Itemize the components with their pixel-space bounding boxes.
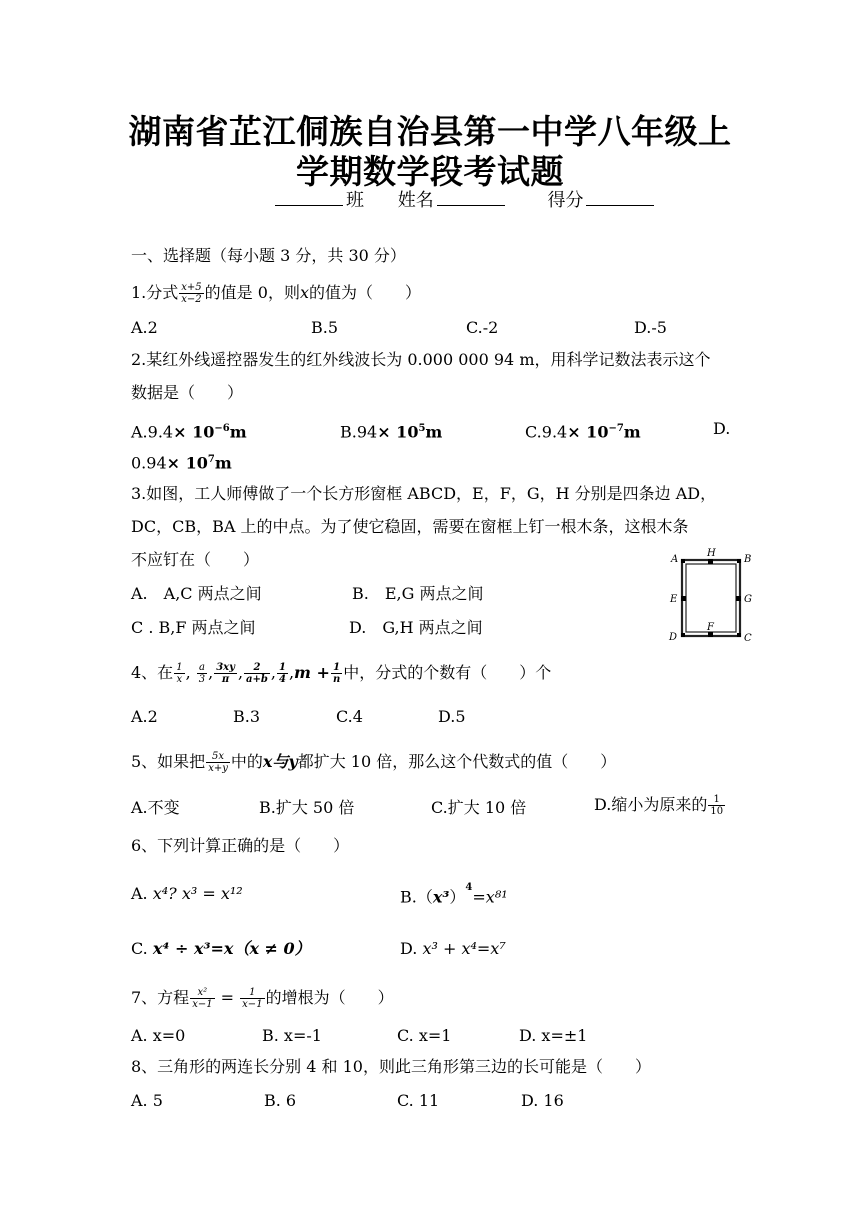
class-label: 班 [346, 190, 364, 211]
q4-option-c[interactable]: C.4 [336, 707, 363, 726]
q1-fraction: $\frac{x+5}{x-2}$ [181, 282, 202, 305]
q2-option-c[interactable]: $C.9.4\times 10^{-7}m$ [525, 422, 641, 442]
label-e: E [670, 594, 678, 605]
score-label: 得分 [547, 190, 584, 211]
question-7: 7、方程 $\frac{\text{x²}}{x-1}$ = $\frac{1}{x-1}$ 的增根为（ ） [131, 987, 394, 1010]
q4-prefix: 4、在 [131, 663, 174, 682]
q4-frac-2: $\frac{a}{3}$ [198, 662, 206, 685]
question-3-line-3: 不应钉在（ ） [131, 550, 260, 569]
q4-frac-6: $\frac{1}{n}$ [332, 662, 341, 685]
q2-option-d-value[interactable]: $0.94\times 10^7m$ [131, 453, 232, 473]
q6-option-a[interactable]: A. x⁴? x³ = x¹² [131, 884, 243, 903]
score-blank[interactable] [586, 190, 654, 206]
question-2-line-1: 2.某红外线遥控器发生的红外线波长为 0.000 000 94 m，用科学记数法表示这个 [131, 350, 711, 369]
q8-option-d[interactable]: D. 16 [521, 1091, 564, 1110]
q5-prefix: 5、如果把 [131, 752, 206, 771]
q8-option-c[interactable]: C. 11 [397, 1091, 440, 1110]
label-c: C [744, 633, 752, 644]
q8-option-a[interactable]: A. 5 [131, 1091, 163, 1110]
label-f: F [707, 622, 714, 633]
q2-option-d[interactable]: D. [713, 419, 731, 438]
q6-option-b[interactable]: $B.(x^3)^4=x^{81}$ [400, 882, 508, 907]
question-5 [131, 751, 616, 774]
q4-m-term: m + [294, 663, 330, 682]
q2-option-b[interactable]: $B.94\times 10^5m$ [340, 422, 443, 442]
q4-option-d[interactable]: D.5 [438, 707, 466, 726]
q7-option-c[interactable]: C. x=1 [397, 1026, 452, 1045]
q1-option-c[interactable]: C.-2 [466, 318, 499, 337]
point-e-marker [681, 596, 686, 601]
q3-option-d[interactable]: D. G,H 两点之间 [349, 618, 483, 637]
q4-frac-1: $\frac{1}{x}$ [176, 662, 183, 685]
question-1 [131, 282, 421, 305]
q3-option-a[interactable]: A. A,C 两点之间 [131, 584, 262, 603]
corner-a-marker [681, 559, 685, 563]
page-title-line-2: 学期数学段考试题 [296, 152, 564, 191]
q5-option-a[interactable]: A.不变 [131, 798, 180, 817]
question-6: 6、下列计算正确的是（ ） [131, 836, 350, 855]
page-title-line-1: 湖南省芷江侗族自治县第一中学八年级上 [128, 112, 732, 151]
question-2-line-2: 数据是（ ） [131, 383, 244, 402]
point-h-marker [708, 559, 713, 564]
q1-option-a[interactable]: A.2 [131, 318, 158, 337]
q5-option-c[interactable]: C.扩大 10 倍 [431, 798, 527, 817]
q3-option-b[interactable]: B. E,G 两点之间 [352, 584, 484, 603]
q7-option-b[interactable]: B. x=-1 [262, 1026, 322, 1045]
q1-var: x [299, 283, 309, 302]
question-3-line-2: DC，CB，BA 上的中点。为了使它稳固，需要在窗框上钉一根木条，这根木条 [131, 517, 689, 536]
q7-right-fraction: $\frac{1}{x-1}$ [242, 987, 263, 1010]
corner-b-marker [737, 559, 741, 563]
q4-frac-5: $\frac{1}{4}$ [278, 662, 286, 685]
q3-option-c[interactable]: C . B,F 两点之间 [131, 618, 256, 637]
corner-d-marker [681, 633, 685, 637]
q4-option-a[interactable]: A.2 [131, 707, 158, 726]
q1-suffix-a: 的值是 0，则 [204, 283, 300, 302]
q5-fraction: $\frac{5x}{x+y}$ [208, 751, 228, 774]
window-frame-figure [664, 546, 756, 646]
q4-frac-4: $\frac{2}{a+b}$ [246, 662, 268, 685]
label-h: H [707, 548, 716, 559]
q1-option-b[interactable]: B.5 [311, 318, 339, 337]
q6-option-c[interactable]: C. x⁴ ÷ x³=x（x ≠ 0） [131, 939, 311, 958]
q7-left-fraction: $\frac{\text{x²}}{x-1}$ [192, 987, 213, 1010]
q6-option-d[interactable]: D. x³ + x⁴=x⁷ [400, 939, 506, 958]
q2-option-a[interactable]: $A.9.4\times 10^{-6}m$ [131, 422, 247, 442]
q7-option-a[interactable]: A. x=0 [131, 1026, 186, 1045]
q7-suffix: 的增根为（ ） [265, 988, 394, 1007]
q1-prefix: 1.分式 [131, 283, 179, 302]
point-g-marker [736, 596, 741, 601]
q1-option-d[interactable]: D.-5 [634, 318, 667, 337]
q5-option-b[interactable]: B.扩大 50 倍 [259, 798, 355, 817]
name-label: 姓名 [397, 190, 434, 211]
q4-suffix: 中，分式的个数有（ ）个 [343, 663, 552, 682]
q1-suffix-b: 的值为（ ） [308, 283, 421, 302]
section-heading: 一、选择题（每小题 3 分，共 30 分） [131, 246, 406, 265]
label-g: G [744, 594, 752, 605]
q7-option-d[interactable]: D. x=±1 [519, 1026, 588, 1045]
label-b: B [744, 554, 752, 565]
label-a: A [671, 554, 679, 565]
q4-option-b[interactable]: B.3 [233, 707, 261, 726]
question-8: 8、三角形的两连长分别 4 和 10，则此三角形第三边的长可能是（ ） [131, 1057, 651, 1076]
q4-frac-3: $\frac{3xy}{\pi}$ [216, 662, 235, 685]
student-info-line [272, 190, 657, 211]
q5-mid: 中的 [230, 752, 263, 771]
corner-c-marker [737, 633, 741, 637]
label-d: D [669, 632, 678, 643]
q5-option-d[interactable]: D.缩小为原来的 $\frac{1}{10}$ [594, 794, 724, 817]
q5-vars: x与y [262, 752, 298, 771]
q5-suffix: 都扩大 10 倍，那么这个代数式的值（ ） [297, 752, 617, 771]
name-blank[interactable] [437, 190, 505, 206]
q7-prefix: 7、方程 [131, 988, 190, 1007]
question-4: 4、在 $\frac{1}{x}$ , $\frac{a}{3}$ , $\frac{3xy}{\pi}$ , $\frac{2}{a+b}$ , $\frac{1}{4}$ ,m + $\frac{1}{n}$ 中，分式的个数有（ ）个 [131, 662, 552, 685]
class-blank[interactable] [275, 190, 343, 206]
q5-d-fraction: $\frac{1}{10}$ [710, 794, 724, 817]
question-3-line-1: 3.如图，工人师傅做了一个长方形窗框 ABCD，E，F，G，H 分别是四条边 AD， [131, 484, 717, 503]
q8-option-b[interactable]: B. 6 [264, 1091, 297, 1110]
